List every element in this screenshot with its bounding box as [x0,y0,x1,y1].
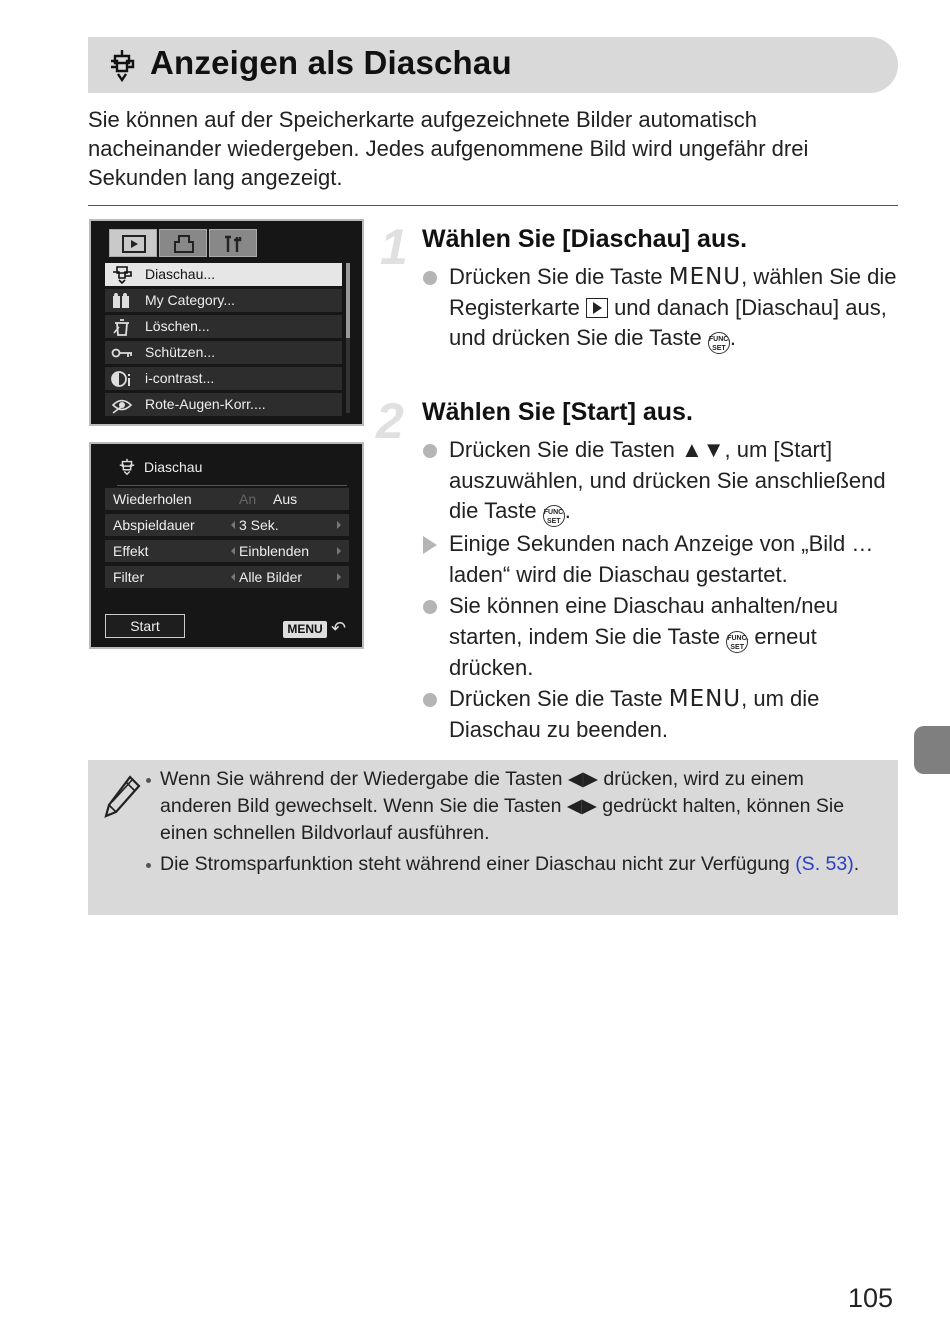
menu-item-delete[interactable] [105,315,342,338]
key-icon [111,344,133,362]
arrow-right-icon [337,521,341,529]
menu-item-label: i-contrast... [145,370,215,386]
left-right-arrows-icon: ◀▶ [566,795,597,817]
chapter-tab [914,726,950,774]
note-item-1: Wenn Sie während der Wiedergabe die Tasten ◀▶ drücken, wird zu einem anderen Bild gewechselt. Wenn Sie die Tasten ◀▶ gedrückt halten, können Sie einen schnellen Bildvorlauf ausführen. [160,766,880,847]
menu-scrollbar[interactable] [346,263,350,413]
func-set-icon: FUNC. SET [708,332,730,354]
camera-screen-slideshow-settings [89,442,364,649]
print-icon [172,234,196,254]
step-2-bullet-4: Drücken Sie die Taste MENU, um die Diaschau zu beenden. [449,684,869,745]
setting-repeat[interactable]: Wiederholen An Aus [105,488,349,510]
note-box [88,760,898,915]
slideshow-icon [111,266,133,284]
bullet-dot [146,863,151,868]
tab-settings[interactable] [209,229,257,257]
tab-print[interactable] [159,229,207,257]
slideshow-icon [117,457,137,477]
menu-item-slideshow[interactable] [105,263,342,286]
page-reference-link[interactable]: (S. 53) [795,853,854,875]
scroll-thumb[interactable] [346,263,350,338]
step-2-bullet-1: Drücken Sie die Tasten ▲▼, um [Start] auszuwählen, und drücken Sie anschließend die Taste FUNC. SET . [449,435,909,527]
step-1-bullet: Drücken Sie die Taste MENU, wählen Sie die Registerkarte und danach [Diaschau] aus, und drücken Sie die Taste FUNC. SET . [449,262,909,354]
menu-item-label: Rote-Augen-Korr.... [145,396,266,412]
menu-item-i-contrast[interactable] [105,367,342,390]
page-number: 105 [848,1283,894,1313]
tab-playback[interactable] [109,229,157,257]
step-number-2: 2 [376,393,404,449]
screen-title: Diaschau [117,455,347,486]
bullet-dot [423,271,437,285]
menu-item-label: Diaschau... [145,266,216,282]
step-2-bullet-2: Einige Sekunden nach Anzeige von „Bild …laden“ wird die Diaschau gestartet. [449,529,901,590]
option-off[interactable]: Aus [273,491,298,507]
bullet-dot [146,778,151,783]
step-number-1: 1 [380,219,408,275]
arrow-left-icon [231,521,235,529]
start-button[interactable]: Start [105,614,185,638]
playback-tab-icon [586,298,608,318]
menu-item-red-eye[interactable] [105,393,342,416]
pencil-icon [102,774,142,820]
func-set-icon: FUNC. SET [543,505,565,527]
bullet-dot [423,693,437,707]
arrow-left-icon [231,573,235,581]
slideshow-icon [106,47,138,83]
play-icon [122,234,146,254]
arrow-right-icon [337,547,341,555]
camera-screen-playback-menu [89,219,364,426]
step-2-bullet-3: Sie können eine Diaschau anhalten/neu starten, indem Sie die Taste FUNC. SET erneut drücken. [449,591,889,683]
option-on[interactable]: An [239,491,257,507]
menu-button-badge: MENU [283,621,327,638]
arrow-left-icon [231,547,235,555]
page-title: Anzeigen als Diaschau [150,44,512,81]
intro-text: Sie können auf der Speicherkarte aufgezeichnete Bilder automatisch nacheinander wiedergeben. Jedes aufgenommene Bild wird ungefähr drei Sekunden lang angezeigt. [88,107,809,190]
menu-item-protect[interactable] [105,341,342,364]
bullet-dot [423,600,437,614]
setting-filter[interactable]: Filter Alle Bilder [105,566,349,588]
result-triangle-icon [423,536,437,554]
step-1-title: Wählen Sie [Diaschau] aus. [422,225,748,253]
setting-effect[interactable]: Effekt Einblenden [105,540,349,562]
func-set-icon: FUNC. SET [726,631,748,653]
menu-item-label: My Category... [145,292,235,308]
section-header [88,37,898,93]
step-2-title: Wählen Sie [Start] aus. [422,398,693,426]
arrow-right-icon [337,573,341,581]
menu-item-label: Löschen... [145,318,210,334]
menu-item-label: Schützen... [145,344,216,360]
menu-key-label: MENU [668,264,742,290]
menu-item-my-category[interactable] [105,289,342,312]
tools-icon [222,234,246,254]
red-eye-icon [111,396,133,414]
up-down-arrows-icon: ▲▼ [680,437,725,462]
back-icon: ↶ [331,618,347,638]
menu-key-label: MENU [668,686,742,712]
bullet-dot [423,444,437,458]
left-right-arrows-icon: ◀▶ [567,768,598,790]
contrast-icon [111,370,133,388]
setting-play-time[interactable]: Abspieldauer 3 Sek. [105,514,349,536]
category-icon [111,292,133,310]
note-item-2: Die Stromsparfunktion steht während einer Diaschau nicht zur Verfügung (S. 53). [160,851,880,878]
divider [88,205,898,206]
trash-icon [111,318,133,336]
